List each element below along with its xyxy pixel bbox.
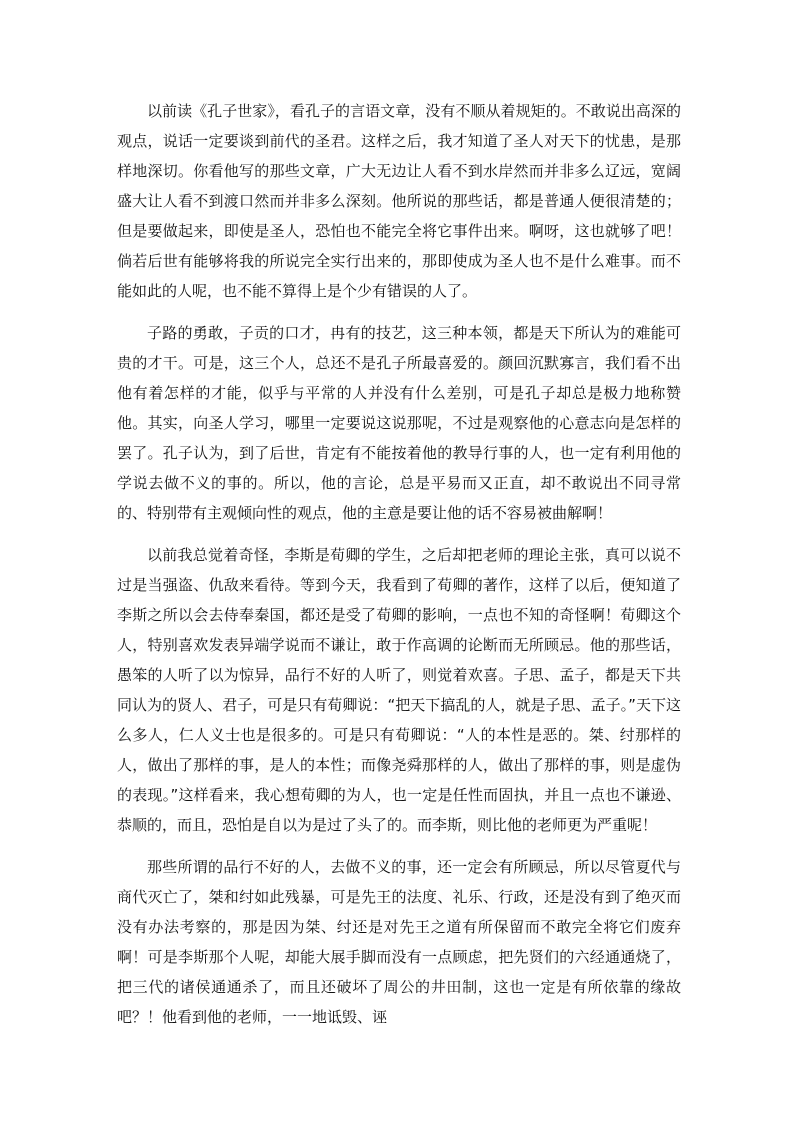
document-page [117, 96, 681, 1044]
paragraph-2: 子路的勇敢，子贡的口才，冉有的技艺，这三种本领，都是天下所认为的难能可贵的才干。可是，这三个人，总还不是孔子所最喜爱的。颜回沉默寡言，我们看不出他有着怎样的才能，似乎与平常的人并没有什么差别，可是孔子却总是极力地称赞他。其实，向圣人学习，哪里一定要说这说那呢，不过是观察他的心意志向是怎样的罢了。孔子认为，到了后世，肯定有不能按着他的教导行事的人，也一定有利用他的学说去做不义的事的。所以，他的言论，总是平易而又正直，却不敢说出不同寻常的、特别带有主观倾向性的观点，他的主意是要让他的话不容易被曲解啊！ [117, 324, 681, 522]
paragraph-4: 那些所谓的品行不好的人，去做不义的事，还一定会有所顾忌，所以尽管夏代与商代灭亡了，桀和纣如此残暴，可是先王的法度、礼乐、行政，还是没有到了绝灭而没有办法考察的，那是因为桀、纣还是对先王之道有所保留而不敢完全将它们废弃啊！可是李斯那个人呢，却能大展手脚而没有一点顾虑，把先贤们的六经通通烧了，把三代的诸侯通通杀了，而且还破坏了周公的井田制，这也一定是有所依靠的缘故吧？！他看到他的老师，一一地诋毁、诬 [117, 858, 681, 1026]
paragraph-3: 以前我总觉着奇怪，李斯是荀卿的学生，之后却把老师的理论主张，真可以说不过是当强盗、仇敌来看待。等到今天，我看到了荀卿的著作，这样了以后，便知道了李斯之所以会去侍奉秦国，都还是受了荀卿的影响，一点也不知的奇怪啊！荀卿这个人，特别喜欢发表异端学说而不谦让，敢于作高调的论断而无所顾忌。他的那些话，愚笨的人听了以为惊异，品行不好的人听了，则觉着欢喜。子思、孟子，都是天下共同认为的贤人、君子，可是只有荀卿说：“把天下搞乱的人，就是子思、孟子。”天下这么多人，仁人义士也是很多的。可是只有荀卿说：“人的本性是恶的。桀、纣那样的人，做出了那样的事，是人的本性；而像尧舜那样的人，做出了那样的事，则是虚伪的表现。”这样看来，我心想荀卿的为人，也一定是任性而固执，并且一点也不谦逊、恭顺的，而且，恐怕是自以为是过了头了的。而李斯，则比他的老师更为严重呢！ [117, 546, 681, 834]
paragraph-1: 以前读《孔子世家》，看孔子的言语文章，没有不顺从着规矩的。不敢说出高深的观点，说话一定要谈到前代的圣君。这样之后，我才知道了圣人对天下的忧患，是那样地深切。你看他写的那些文章，广大无边让人看不到水岸然而并非多么辽远，宽阔盛大让人看不到渡口然而并非多么深刻。他所说的那些话，都是普通人便很清楚的；但是要做起来，即使是圣人，恐怕也不能完全将它事件出来。啊呀，这也就够了吧！倘若后世有能够将我的所说完全实行出来的，那即使成为圣人也不是什么难事。而不能如此的人呢，也不能不算得上是个少有错误的人了。 [117, 102, 681, 300]
